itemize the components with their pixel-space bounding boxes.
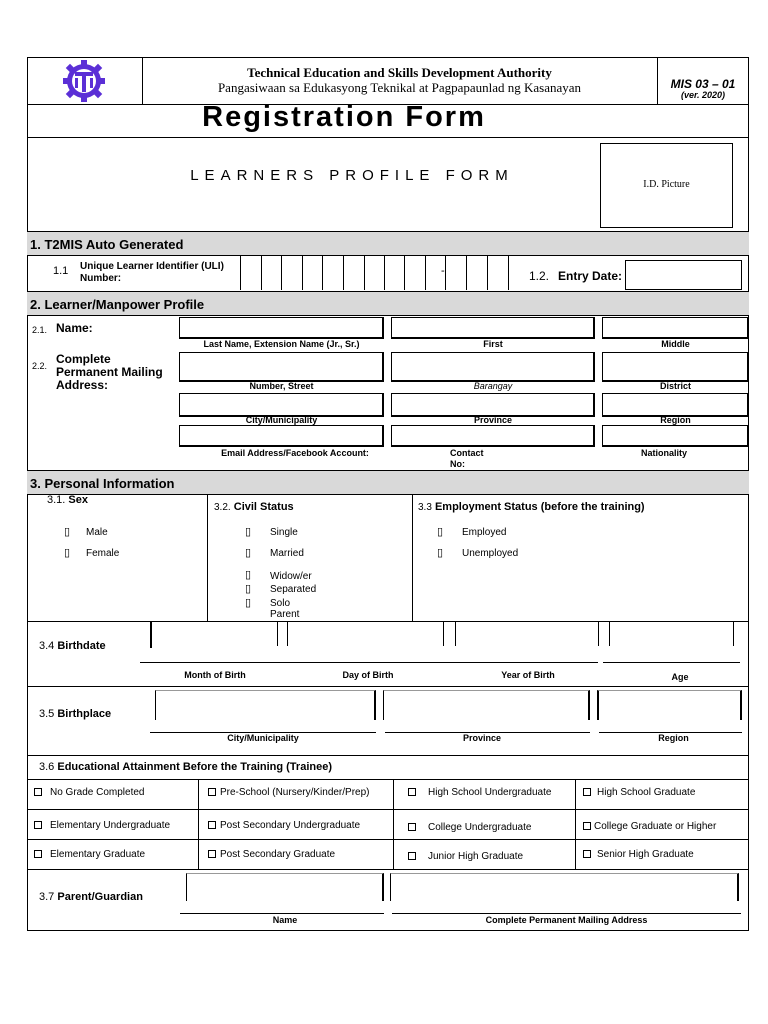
birth-day-caption: Day of Birth — [342, 670, 394, 680]
address-label: Complete Permanent Mailing Address: — [56, 352, 163, 392]
checkbox-icon — [208, 788, 216, 796]
email-field[interactable] — [179, 425, 384, 447]
option-married: Married — [270, 548, 304, 559]
edu-college-undergrad[interactable]: College Undergraduate — [408, 822, 531, 833]
edu-college-grad[interactable]: College Graduate or Higher — [583, 821, 716, 832]
birthplace-label: 3.5 Birthplace — [39, 708, 112, 720]
checkbox-icon — [408, 788, 416, 796]
guardian-name-caption: Name — [272, 915, 298, 925]
option-female: Female — [86, 548, 120, 559]
guardian-label: 3.7 Parent/Guardian — [39, 891, 143, 903]
uli-number-label: Unique Learner Identifier (ULI) Number: — [80, 261, 224, 284]
district-caption: District — [659, 381, 691, 391]
page-title: Registration Form — [202, 101, 486, 133]
first-name-field[interactable] — [391, 317, 595, 339]
checkbox-icon — [583, 850, 591, 858]
birthplace-region-field[interactable] — [597, 690, 742, 720]
checkbox-married-icon[interactable]: ▯ — [245, 547, 252, 559]
province-field[interactable] — [391, 393, 595, 417]
sex-label: 3.1. Sex — [47, 494, 88, 506]
birth-month-caption: Month of Birth — [184, 670, 246, 680]
section2-header: 2. Learner/Manpower Profile — [27, 291, 749, 316]
edu-elem-grad[interactable]: Elementary Graduate — [34, 849, 145, 860]
last-name-caption: Last Name, Extension Name (Jr., Sr.) — [203, 339, 360, 349]
checkbox-icon — [583, 788, 591, 796]
section3-header: 3. Personal Information — [27, 470, 749, 495]
city-caption: City/Municipality — [245, 415, 318, 425]
option-separated: Separated — [270, 584, 317, 595]
nationality-field[interactable] — [602, 425, 749, 447]
option-male: Male — [86, 527, 108, 538]
checkbox-solo-parent-icon[interactable]: ▯ — [245, 597, 252, 609]
name-label: Name: — [56, 321, 93, 335]
entry-date-label: Entry Date: — [558, 269, 623, 283]
checkbox-icon — [208, 821, 216, 829]
guardian-name-field[interactable] — [186, 873, 384, 901]
checkbox-single-icon[interactable]: ▯ — [245, 526, 252, 538]
age-field[interactable] — [610, 621, 733, 661]
edu-hs-grad[interactable]: High School Graduate — [583, 787, 695, 798]
middle-name-caption: Middle — [661, 339, 690, 349]
barangay-field[interactable] — [391, 352, 595, 382]
checkbox-icon — [408, 823, 416, 831]
form-code: MIS 03 – 01 — [670, 77, 736, 91]
employment-status-label: 3.3 Employment Status (before the training) — [418, 501, 645, 513]
edu-shs-grad[interactable]: Senior High Graduate — [583, 849, 694, 860]
education-label: 3.6 Educational Attainment Before the Training (Trainee) — [39, 761, 332, 773]
checkbox-female-icon[interactable]: ▯ — [64, 547, 71, 559]
barangay-caption: Barangay — [473, 381, 513, 391]
option-employed: Employed — [462, 527, 507, 538]
first-name-caption: First — [483, 339, 503, 349]
birthplace-province-caption: Province — [463, 733, 502, 743]
birth-month-field[interactable] — [152, 621, 277, 661]
option-unemployed: Unemployed — [462, 548, 519, 559]
checkbox-icon — [408, 852, 416, 860]
region-caption: Region — [660, 415, 691, 425]
email-caption: Email Address/Facebook Account: — [221, 448, 369, 458]
street-caption: Number, Street — [249, 381, 314, 391]
birthplace-city-caption: City/Municipality — [227, 733, 299, 743]
uli-dash: - — [441, 265, 445, 277]
entry-date-num: 1.2. — [529, 269, 550, 283]
civil-status-label: 3.2. Civil Status — [214, 501, 294, 513]
edu-pre-school[interactable]: Pre-School (Nursery/Kinder/Prep) — [208, 787, 393, 798]
checkbox-icon — [34, 788, 42, 796]
checkbox-icon — [583, 822, 591, 830]
name-num: 2.1. — [32, 325, 48, 335]
birthdate-label: 3.4 Birthdate — [39, 640, 106, 652]
guardian-address-field[interactable] — [390, 873, 739, 901]
agency-name-tagalog: Pangasiwaan sa Edukasyong Teknikal at Pagpapaunlad ng Kasanayan — [217, 80, 582, 95]
option-widow: Widow/er — [270, 571, 312, 582]
entry-date-field[interactable] — [625, 260, 742, 290]
option-solo-parent: Solo Parent — [270, 598, 300, 620]
birth-year-caption: Year of Birth — [501, 670, 555, 680]
checkbox-male-icon[interactable]: ▯ — [64, 526, 71, 538]
contact-caption: Contact No: — [450, 448, 484, 469]
edu-no-grade[interactable]: No Grade Completed — [34, 787, 145, 798]
street-field[interactable] — [179, 352, 384, 382]
edu-elem-undergrad[interactable]: Elementary Undergraduate — [34, 820, 170, 831]
age-caption: Age — [671, 672, 689, 682]
checkbox-employed-icon[interactable]: ▯ — [437, 526, 444, 538]
guardian-address-caption: Complete Permanent Mailing Address — [485, 915, 648, 925]
agency-name: Technical Education and Skills Development Authority — [247, 65, 552, 80]
birthplace-province-field[interactable] — [383, 690, 590, 720]
form-version: (ver. 2020) — [680, 90, 726, 100]
region-field[interactable] — [602, 393, 749, 417]
checkbox-unemployed-icon[interactable]: ▯ — [437, 547, 444, 559]
checkbox-icon — [208, 850, 216, 858]
middle-name-field[interactable] — [602, 317, 749, 339]
edu-post-sec-undergrad[interactable]: Post Secondary Undergraduate — [208, 820, 360, 831]
last-name-field[interactable] — [179, 317, 384, 339]
tesda-logo-icon — [56, 58, 112, 104]
birthplace-region-caption: Region — [658, 733, 689, 743]
edu-post-sec-grad[interactable]: Post Secondary Graduate — [208, 849, 335, 860]
birth-day-field[interactable] — [288, 621, 443, 661]
checkbox-widow-icon[interactable]: ▯ — [245, 569, 252, 581]
district-field[interactable] — [602, 352, 749, 382]
birth-year-field[interactable] — [456, 621, 598, 661]
address-num: 2.2. — [32, 361, 48, 371]
uli-number-label-num: 1.1 — [53, 265, 69, 277]
section1-header: 1. T2MIS Auto Generated — [27, 231, 749, 256]
nationality-caption: Nationality — [640, 448, 687, 458]
checkbox-icon — [34, 821, 42, 829]
city-field[interactable] — [179, 393, 384, 417]
edu-jhs-grad[interactable]: Junior High Graduate — [408, 851, 523, 862]
checkbox-icon — [34, 850, 42, 858]
id-picture-label: I.D. Picture — [643, 179, 690, 190]
form-subtitle: LEARNERS PROFILE FORM — [190, 167, 514, 184]
option-single: Single — [270, 527, 298, 538]
province-caption: Province — [473, 415, 513, 425]
birthplace-city-field[interactable] — [155, 690, 376, 720]
edu-hs-undergrad[interactable]: High School Undergraduate — [408, 787, 551, 798]
checkbox-separated-icon[interactable]: ▯ — [245, 583, 252, 595]
contact-number-field[interactable] — [391, 425, 595, 447]
